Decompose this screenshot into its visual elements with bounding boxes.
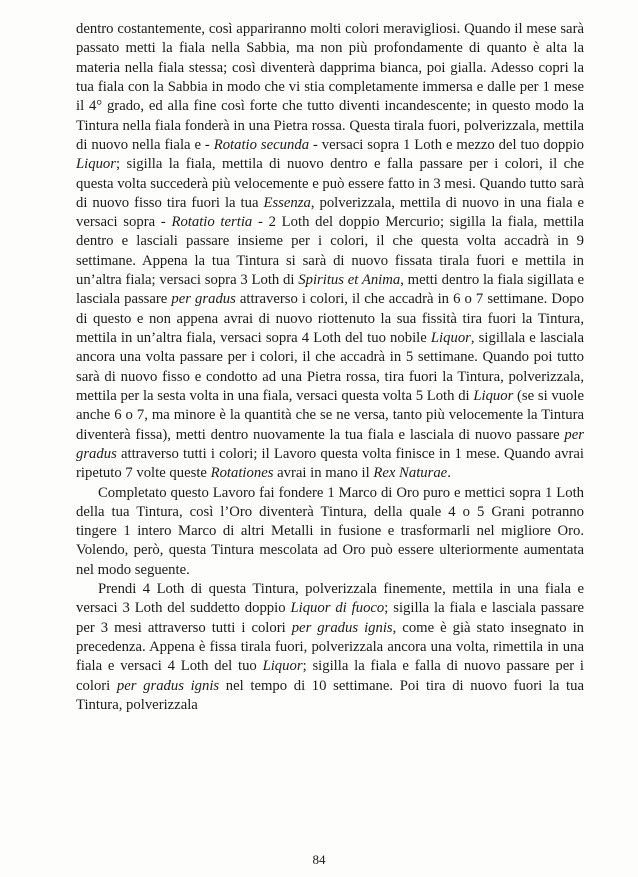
paragraph xyxy=(76,580,584,715)
text-run: avrai in mano il xyxy=(273,465,374,482)
text-run: . xyxy=(447,465,451,482)
text-run: , come è già stato insegnato in precedenza. Appena è fissa tirala fuori, polverizzala ancora una volta, rimettila in una fiala e versaci 4 Loth del tuo xyxy=(76,619,584,675)
text-run: , sigillala e lasciala ancora una volta passare per i colori, il che accadrà in 5 settimane. Quando poi tutto sarà di nuovo fisso e condotto ad una Pietra rossa, tira fuori la Tintura, polverizzala, mettila per la sesta volta in una fiala, versaci questa volta 5 Loth di xyxy=(76,330,584,404)
text-run: (se si vuole anche 6 o 7, ma minore è la quantità che se ne versa, tanto più velocemente la Tintura diventerà fissa), metti dentro nuovamente la tua fiala e lasciala di nuovo passare xyxy=(76,387,584,443)
text-run: - 2 Loth del doppio Mercurio; sigilla la fiala, mettila dentro e lasciali passare insieme per i colori, il che questa volta accadrà in 9 settimane. Appena la tua Tintura si sarà di nuovo fissata tirala fuori e mettila in un’altra fiala; versaci sopra 3 Loth di xyxy=(76,214,584,289)
italic-term: Rotatio tertia xyxy=(171,214,253,231)
text-run: nel tempo di 10 settimane. Poi tira di nuovo fuori la tua Tintura, polverizzala xyxy=(76,677,585,713)
italic-term: Liquor di fuoco xyxy=(290,600,385,617)
italic-term: per gradus ignis xyxy=(116,677,220,694)
italic-term: Liquor xyxy=(262,658,303,675)
italic-term: Spiritus et Anima xyxy=(298,272,401,289)
italic-term: per gradus ignis xyxy=(291,619,393,636)
page-number: 84 xyxy=(312,852,326,867)
italic-term: Liquor xyxy=(76,156,116,173)
text-run: dentro costantemente, così appariranno molti colori meravigliosi. Quando il mese sarà passato metti la fiala nella Sabbia, ma non più profondamente di quanto è alta la materia nella fiala stessa; così diventerà dapprima bianca, poi gialla. Adesso copri la tua fiala con la Sabbia in modo che vi stia completamente immersa e dalle per 1 mese il 4° grado, ed alla fine così forte che tutto diventi incandescente; in questo modo la Tintura nella fiala fonderà in una Pietra rossa. Questa tirala fuori, polverizzala, mettila di nuovo nella fiala e - xyxy=(76,21,584,153)
italic-term: Liquor xyxy=(430,330,471,346)
text-run: ; sigilla la fiala e falla di nuovo passare per i colori xyxy=(76,658,584,694)
italic-term: per gradus xyxy=(171,291,236,308)
italic-term: Liquor xyxy=(473,387,514,404)
italic-term: per gradus xyxy=(76,426,584,462)
text-run: ; sigilla la fiala, mettila di nuovo dentro e falla passare per i colori, il che questa volta succederà più velocemente e può essere fatto in 3 mesi. Quando tutto sarà di nuovo fisso tira fuori la tua xyxy=(76,156,584,211)
body-text xyxy=(76,20,584,715)
italic-term: Rex Naturae xyxy=(373,465,448,482)
italic-term: Rotatio secunda xyxy=(213,136,310,153)
text-run: , metti dentro la fiala sigillata e lasciala passare xyxy=(76,272,585,308)
text-run: - versaci sopra 1 Loth e mezzo del tuo doppio xyxy=(309,136,585,153)
text-run: , polverizzala, mettila di nuovo in una fiala e versaci sopra - xyxy=(76,194,584,231)
text-run: Completato questo Lavoro fai fondere 1 Marco di Oro puro e mettici sopra 1 Loth della tua Tintura, così l’Oro diventerà Tintura, della quale 4 o 5 Grani potranno tingere 1 intero Marco di altri Metalli in fusione e trasformarli nel migliore Oro. Volendo, però, questa Tintura mescolata ad Oro può essere ulteriormente aumentata nel modo seguente. xyxy=(76,484,584,578)
italic-term: Rotationes xyxy=(210,465,274,482)
paragraph xyxy=(76,484,584,581)
italic-term: Essenza xyxy=(263,194,311,211)
text-run: attraverso tutti i colori; il Lavoro questa volta finisce in 1 mese. Quando avrai ripetuto 7 volte queste xyxy=(76,445,584,482)
text-run: Prendi 4 Loth di questa Tintura, polverizzala finemente, mettila in una fiala e versaci 3 Loth del suddetto doppio xyxy=(76,581,584,617)
text-run: ; sigilla la fiala e lasciala passare per 3 mesi attraverso tutti i colori xyxy=(76,600,584,636)
text-run: attraverso i colori, il che accadrà in 6 o 7 settimane. Dopo di questo e non appena avrai di nuovo riottenuto la sua fissità tira fuori la Tintura, mettila in un’altra fiala, versaci sopra 4 Loth del tuo nobile xyxy=(76,291,584,346)
paragraph xyxy=(76,20,584,484)
